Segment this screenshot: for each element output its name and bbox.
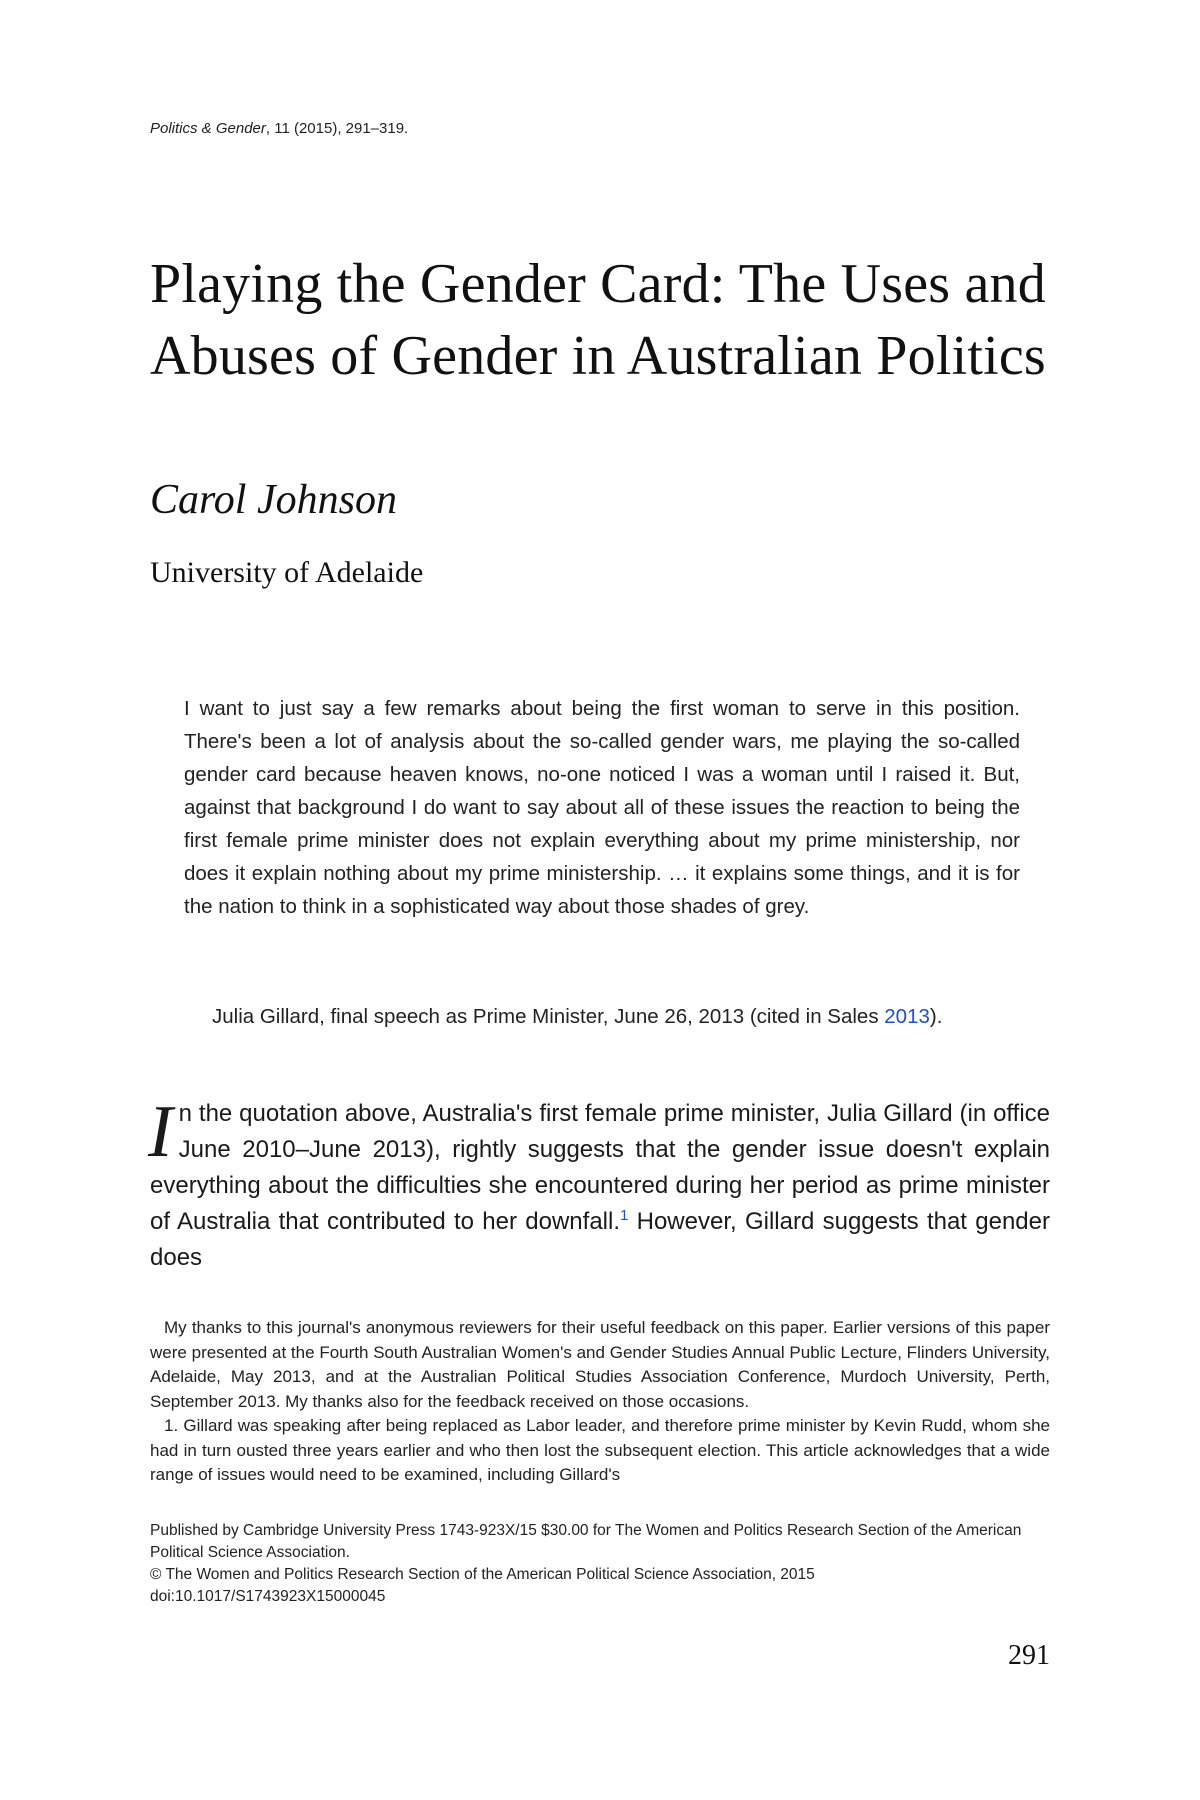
footnote-1: 1. Gillard was speaking after being replaced as Labor leader, and therefore prime minister by Kevin Rudd, whom she had in turn ousted three years earlier and who then lost the subsequent election. This article acknowledges that a wide range of issues would need to be examined, including Gillard's	[150, 1416, 1050, 1484]
author-affiliation: University of Adelaide	[150, 556, 424, 589]
epigraph-quote: I want to just say a few remarks about being the first woman to serve in this position. There's been a lot of analysis about the so-called gender wars, me playing the so-called gender card because heaven knows, no-one noticed I was a woman until I raised it. But, against that background I do want to say about all of these issues the reaction to being the first female prime minister does not explain everything about my prime ministership, nor does it explain nothing about my prime ministership. … it explains some things, and it is for the nation to think in a sophisticated way about those shades of grey.	[184, 697, 1020, 918]
body-text-start: n the quotation above, Australia's first female prime minister, Julia Gillard (in office June 2010–June 2013), rightly suggests that the gender issue doesn't explain everything about the difficulties she encountered during her period as prime minister of Australia that contributed to her downfall.	[150, 1100, 1050, 1235]
footnotes	[150, 1316, 1050, 1488]
publisher-line: Published by Cambridge University Press 1743-923X/15 $30.00 for The Women and Politics Research Section of the American Political Science Association.	[150, 1522, 1022, 1561]
author-name: Carol Johnson	[150, 477, 397, 523]
epigraph-source	[184, 1000, 1020, 1033]
journal-details: , 11 (2015), 291–319.	[265, 120, 409, 137]
journal-name: Politics & Gender	[150, 120, 266, 137]
body-text-end: However, Gillard suggests that gender does	[150, 1208, 1050, 1271]
drop-cap: I	[148, 1091, 173, 1173]
copyright-line: © The Women and Politics Research Section of the American Political Science Association, 2015	[150, 1566, 815, 1583]
journal-citation	[150, 120, 408, 137]
citation-link[interactable]: 2013	[884, 1005, 930, 1028]
epigraph-source-end: ).	[929, 1005, 943, 1028]
acknowledgement-note: My thanks to this journal's anonymous reviewers for their useful feedback on this paper. Earlier versions of this paper were presented at the Fourth South Australian Women's and Gender Studies Annual Public Lecture, Flinders University, Adelaide, May 2013, and at the Australian Political Studies Association Conference, Murdoch University, Perth, September 2013. My thanks also for the feedback received on those occasions.	[150, 1318, 1050, 1411]
epigraph-source-text: Julia Gillard, final speech as Prime Minister, June 26, 2013 (cited in Sales	[212, 1005, 885, 1028]
footnote-link[interactable]: 1	[620, 1207, 629, 1224]
page-number: 291	[1008, 1640, 1050, 1671]
body-paragraph	[148, 1091, 1050, 1276]
doi: doi:10.1017/S1743923X15000045	[150, 1588, 386, 1605]
article-title: Playing the Gender Card: The Uses and Abuses of Gender in Australian Politics	[150, 253, 1046, 387]
publication-info	[150, 1520, 1050, 1608]
